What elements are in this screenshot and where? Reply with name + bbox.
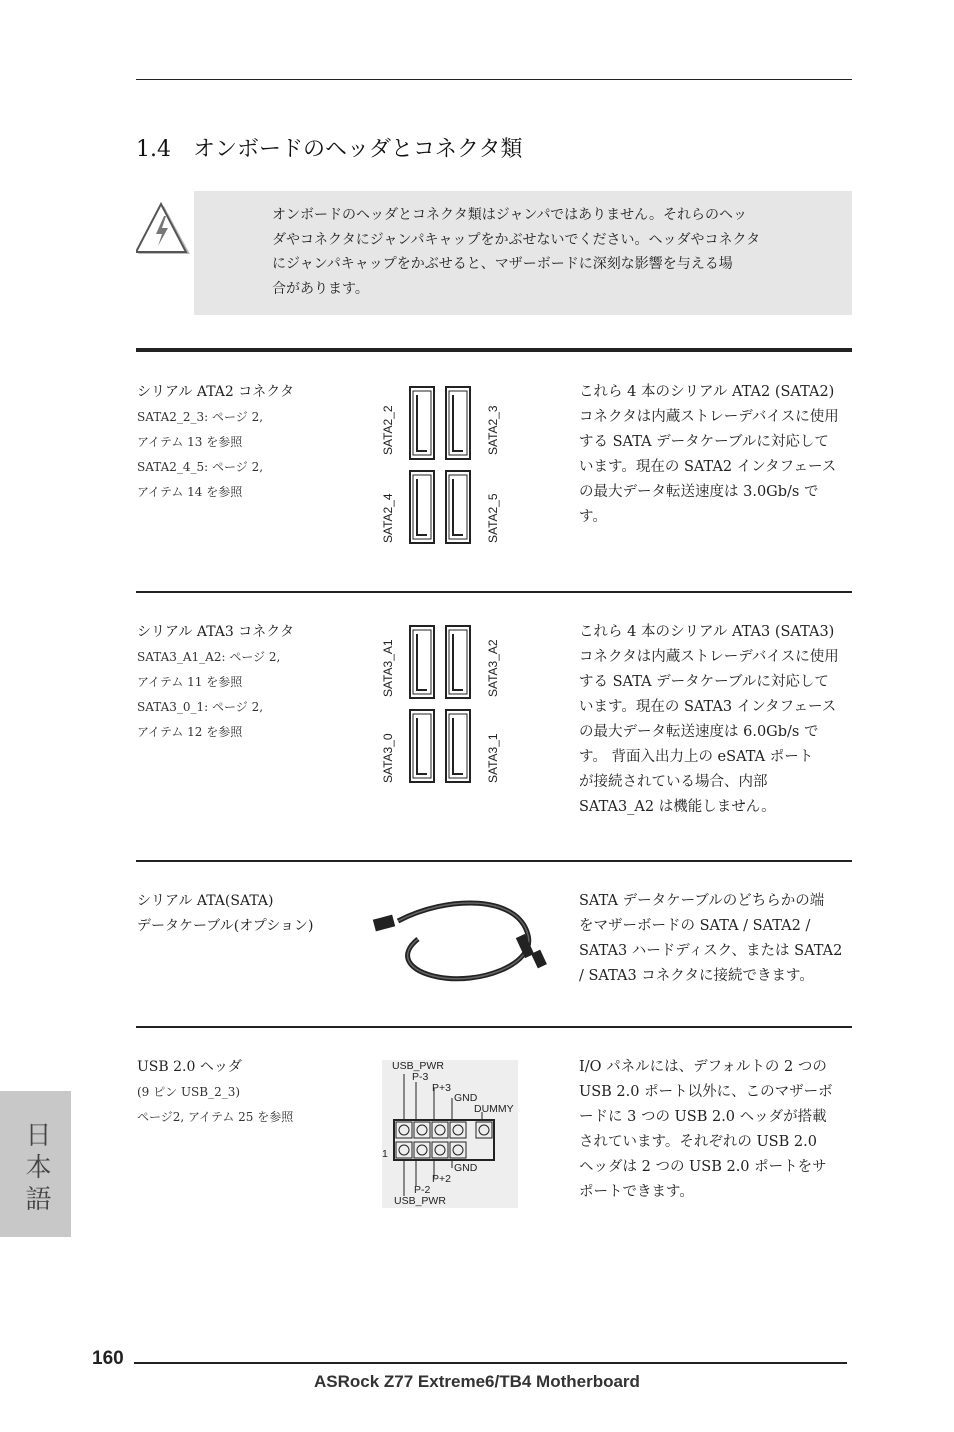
sata3-ref: SATA3_0_1: ページ 2, [137, 700, 264, 714]
desc-line: SATA3 ハードディスク、または SATA2 [579, 943, 843, 959]
desc-line: ポートできます。 [579, 1184, 694, 1200]
sata2-ref: SATA2_2_3: ページ 2, [137, 410, 264, 424]
desc-line: されています。それぞれの USB 2.0 [579, 1134, 817, 1150]
sata3-1-label: SATA3_1 [486, 733, 500, 783]
sata-cable-illustration [368, 895, 558, 995]
pin-label: P+3 [432, 1082, 451, 1094]
language-tab [0, 1091, 71, 1237]
language-label: 日本語 [21, 1121, 51, 1217]
pin-label: GND [454, 1162, 478, 1174]
note-line: にジャンパキャップをかぶせると、マザーボードに深刻な影響を与える場 [272, 256, 733, 272]
pin-label: 1 [382, 1148, 388, 1160]
note-line: オンボードのヘッダとコネクタ類はジャンパではありません。それらのヘッ [272, 207, 748, 223]
section-number: 1.4 [136, 137, 171, 162]
sata3-title: シリアル ATA3 コネクタ [137, 624, 294, 640]
usb-ref: (9 ピン USB_2_3) [137, 1085, 241, 1099]
desc-line: す。 背面入出力上の eSATA ポート [579, 749, 814, 765]
sata2-5-label: SATA2_5 [486, 493, 500, 543]
desc-line: これら 4 本のシリアル ATA3 (SATA3) [579, 624, 835, 640]
sata2-title: シリアル ATA2 コネクタ [137, 384, 294, 400]
usb-title: USB 2.0 ヘッダ [137, 1059, 242, 1075]
usb-description [579, 1055, 854, 1205]
pin-label: P+2 [432, 1173, 451, 1185]
desc-line: / SATA3 コネクタに接続できます。 [579, 968, 814, 984]
desc-line: をマザーボードの SATA / SATA2 / [579, 918, 811, 934]
divider [136, 1026, 852, 1028]
footer-rule [134, 1362, 847, 1364]
desc-line: います。現在の SATA2 インタフェース [579, 459, 837, 475]
desc-line: I/O パネルには、デフォルトの 2 つの [579, 1059, 827, 1075]
section-thick-rule [136, 348, 852, 352]
page-number: 160 [92, 1348, 124, 1369]
pin-label: USB_PWR [394, 1195, 446, 1207]
sata2-2-label: SATA2_2 [381, 405, 395, 455]
desc-line: す。 [579, 509, 607, 525]
sata2-3-label: SATA2_3 [486, 405, 500, 455]
desc-line: コネクタは内蔵ストレーデバイスに使用 [579, 649, 839, 665]
section-title: オンボードのヘッダとコネクタ類 [193, 137, 523, 162]
cable-title: データケーブル(オプション) [137, 918, 314, 934]
warning-icon [136, 200, 194, 260]
sata2-info [137, 380, 357, 505]
sata2-4-label: SATA2_4 [381, 493, 395, 543]
section-heading [136, 132, 523, 163]
desc-line: SATA3_A2 は機能しません。 [579, 799, 776, 815]
sata3-ref: SATA3_A1_A2: ページ 2, [137, 650, 281, 664]
usb-info [137, 1055, 357, 1130]
sata3-ref: アイテム 11 を参照 [137, 675, 243, 689]
sata2-connector-diagram [408, 385, 478, 545]
desc-line: USB 2.0 ポート以外に、このマザーボ [579, 1084, 833, 1100]
desc-line: の最大データ転送速度は 6.0Gb/s で [579, 724, 819, 740]
cable-info [137, 889, 357, 939]
divider [136, 591, 852, 593]
usb-header-diagram [382, 1060, 518, 1208]
desc-line: ードに 3 つの USB 2.0 ヘッダが搭載 [579, 1109, 827, 1125]
sata3-connector-diagram [408, 624, 478, 784]
sata2-ref: SATA2_4_5: ページ 2, [137, 460, 264, 474]
sata3-info [137, 620, 357, 745]
sata2-ref: アイテム 14 を参照 [137, 485, 243, 499]
desc-line: SATA データケーブルのどちらかの端 [579, 893, 825, 909]
desc-line: の最大データ転送速度は 3.0Gb/s で [579, 484, 819, 500]
sata3-a2-label: SATA3_A2 [486, 639, 500, 697]
pin-label: GND [454, 1092, 478, 1104]
sata3-description [579, 620, 854, 820]
pin-label: DUMMY [474, 1103, 514, 1115]
pin-label: P-3 [412, 1071, 429, 1083]
cable-title: シリアル ATA(SATA) [137, 893, 274, 909]
note-line: ダやコネクタにジャンパキャップをかぶせないでください。ヘッダやコネクタ [272, 231, 761, 248]
note-line: 合があります。 [272, 280, 369, 297]
caution-note [194, 191, 852, 315]
top-rule [136, 79, 852, 80]
sata3-0-label: SATA3_0 [381, 733, 395, 783]
sata2-ref: アイテム 13 を参照 [137, 435, 243, 449]
pin-label: P-2 [414, 1184, 431, 1196]
divider [136, 860, 852, 862]
desc-line: が接続されている場合、内部 [579, 774, 768, 790]
desc-line: コネクタは内蔵ストレーデバイスに使用 [579, 409, 839, 425]
usb-ref: ページ2, アイテム 25 を参照 [137, 1110, 294, 1124]
footer-title: ASRock Z77 Extreme6/TB4 Motherboard [314, 1372, 640, 1391]
cable-description [579, 889, 854, 989]
desc-line: する SATA データケーブルに対応して [579, 674, 829, 690]
desc-line: する SATA データケーブルに対応して [579, 434, 829, 450]
desc-line: ヘッダは 2 つの USB 2.0 ポートをサ [579, 1159, 827, 1175]
sata3-a1-label: SATA3_A1 [381, 639, 395, 697]
desc-line: これら 4 本のシリアル ATA2 (SATA2) [579, 384, 835, 400]
desc-line: います。現在の SATA3 インタフェース [579, 699, 837, 715]
pin-label: USB_PWR [392, 1060, 444, 1072]
sata3-ref: アイテム 12 を参照 [137, 725, 243, 739]
sata2-description [579, 380, 854, 530]
